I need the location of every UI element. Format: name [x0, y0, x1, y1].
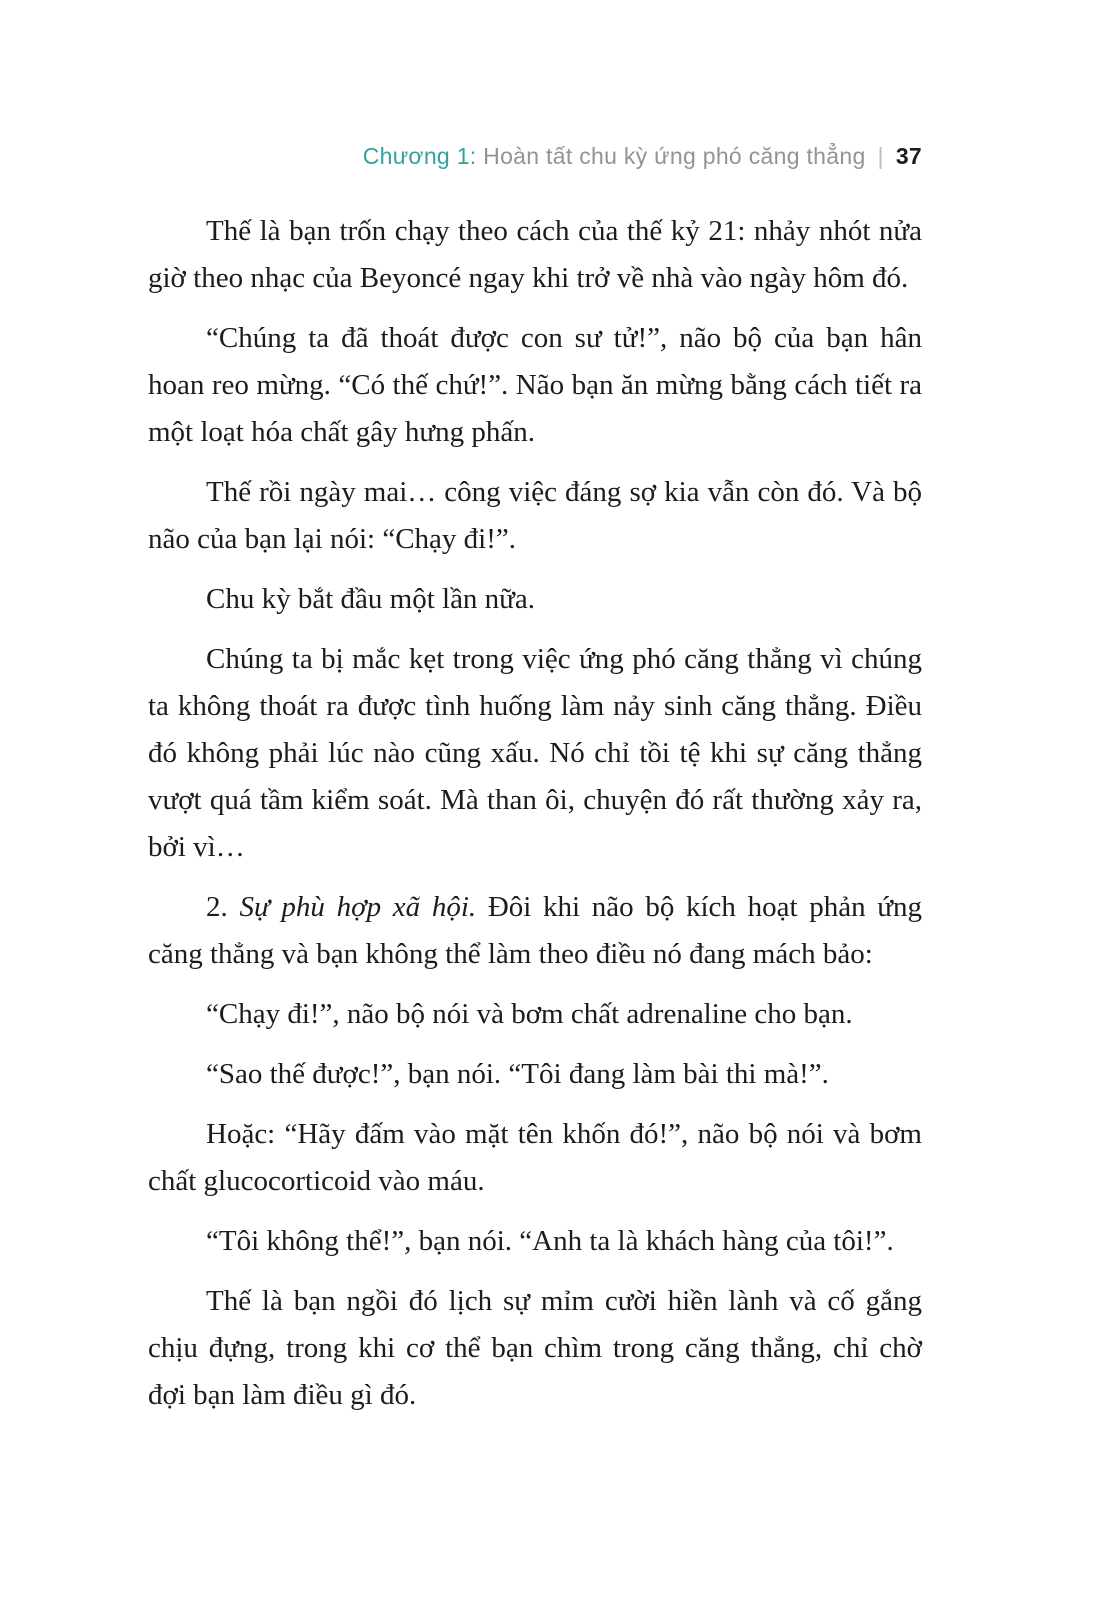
paragraph: Thế rồi ngày mai… công việc đáng sợ kia vẫn còn đó. Và bộ não của bạn lại nói: “Chạy đi!”. [148, 476, 922, 555]
paragraph: Chu kỳ bắt đầu một lần nữa. [206, 583, 536, 615]
paragraph-text: Đôi khi não bộ kích hoạt phản ứng căng thẳng và bạn không thể làm theo điều nó đang mách bảo: [148, 891, 922, 970]
chapter-title: Hoàn tất chu kỳ ứng phó căng thẳng [476, 143, 866, 169]
page-number: 37 [895, 143, 922, 169]
paragraph: “Chúng ta đã thoát được con sư tử!”, não bộ của bạn hân hoan reo mừng. “Có thế chứ!”. Não bạn ăn mừng bằng cách tiết ra một loạt hóa chất gây hưng phấn. [148, 322, 922, 448]
italic-term: Sự phù hợp xã hội. [239, 891, 477, 923]
page-header [148, 143, 922, 170]
paragraph: “Chạy đi!”, não bộ nói và bơm chất adrenaline cho bạn. [206, 998, 853, 1030]
paragraph: “Tôi không thể!”, bạn nói. “Anh ta là khách hàng của tôi!”. [206, 1225, 894, 1257]
paragraph: Chúng ta bị mắc kẹt trong việc ứng phó căng thẳng vì chúng ta không thoát ra được tình huống làm nảy sinh căng thẳng. Điều đó không phải lúc nào cũng xấu. Nó chỉ tồi tệ khi sự căng thẳng vượt quá tầm kiểm soát. Mà than ôi, chuyện đó rất thường xảy ra, bởi vì… [148, 643, 922, 863]
paragraph: “Sao thế được!”, bạn nói. “Tôi đang làm bài thi mà!”. [206, 1058, 829, 1090]
paragraph: Thế là bạn ngồi đó lịch sự mỉm cười hiền lành và cố gắng chịu đựng, trong khi cơ thể bạn chìm trong căng thẳng, chỉ chờ đợi bạn làm điều gì đó. [148, 1285, 922, 1411]
paragraph: Hoặc: “Hãy đấm vào mặt tên khốn đó!”, não bộ nói và bơm chất glucocorticoid vào máu. [148, 1118, 922, 1197]
paragraph-numbered-item [148, 884, 922, 978]
list-number: 2. [206, 891, 240, 923]
paragraph: Thế là bạn trốn chạy theo cách của thế kỷ 21: nhảy nhót nửa giờ theo nhạc của Beyoncé ngay khi trở về nhà vào ngày hôm đó. [148, 215, 922, 294]
header-separator: | [877, 143, 884, 169]
body-text [148, 208, 922, 1419]
text-column [148, 0, 922, 1419]
chapter-label: Chương 1: [362, 143, 477, 169]
